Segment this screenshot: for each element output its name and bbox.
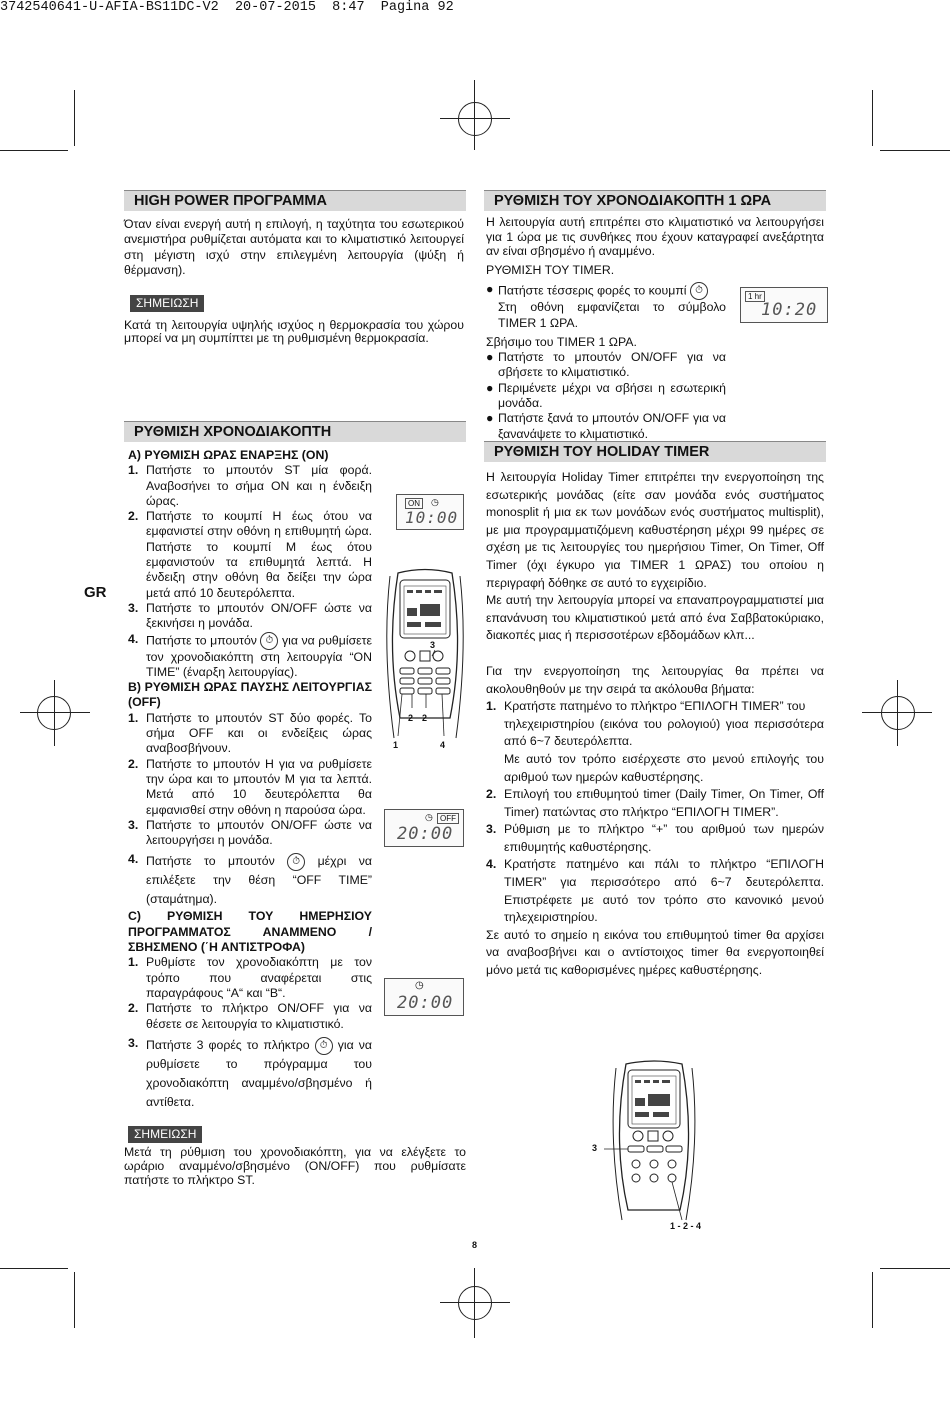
step-b4: Πατήστε το μπουτόν [146, 854, 275, 869]
step-c3: Πατήστε 3 φορές το πλήκτρο [146, 1037, 310, 1052]
section-title-timer-1h: ΡΥΘΜΙΣΗ ΤΟΥ ΧΡΟΝΟΔΙΑΚΟΠΤΗ 1 ΩΡΑ [484, 190, 826, 211]
clock-icon: ◷ [425, 812, 433, 822]
timer-setup-heading: ΡΥΘΜΙΣΗ ΤΟΥ TIMER. [486, 263, 615, 277]
print-header: 3742540641-U-AFIA-BS11DC-V2 20-07-2015 8:47 Pagina 92 [0, 0, 454, 15]
remote-callout-label: 4 [440, 740, 446, 750]
remote-callout-label: 2 [422, 713, 428, 723]
registration-mark [881, 696, 915, 730]
step-b4-cont: μέχρι να επιλέξετε την θέση “OFF TIME” (σταμάτημα). [146, 854, 372, 907]
holiday-step-1: Κρατήστε πατημένο το πλήκτρο “ΕΠΙΛΟΓΗ TIMER” του [504, 699, 806, 714]
registration-mark [458, 102, 492, 136]
clock-icon: ◷ [431, 497, 439, 507]
holiday-step-1c: Με αυτό τον τρόπο εισέρχεστε στο μενού επιλογής του αριθμού των ημερών καθυστέρησης. [504, 751, 824, 784]
remote-callout-label: 3 [592, 1143, 598, 1153]
step-a4: Πατήστε το μπουτόν [146, 632, 257, 647]
lcd-display-onoff: ◷ 20:00 [384, 978, 464, 1016]
remote-callout-label: 3 [430, 640, 436, 650]
holiday-step-3: Ρύθμιση με το πλήκτρο “+” του αριθμού των ημερών επιθυμητής καθυστέρησης. [504, 822, 824, 854]
holiday-para-4: Σε αυτό το σημείο η εικόνα του επιθυμητού timer θα αρχίσει να αναβοσβήνει και ο αντίστοιχος timer θα ενεργοποιηθεί μόνο μετά τις καθορισμένες ημέρες καθυστέρησης. [486, 927, 824, 978]
timer-button-icon: ⏱ [690, 282, 708, 300]
holiday-step-1b: τηλεχειριστηρίου (εικόνα του ρολογιού) γιοα περισσότερα από 6~7 δευτερόλεπτα. [504, 716, 824, 749]
registration-mark [37, 696, 71, 730]
clock-icon: ◷ [415, 980, 424, 991]
note-label: ΣΗΜΕΙΩΣΗ [130, 295, 204, 312]
timer-off-step: Περιμένετε μέχρι να σβήσει η εσωτερική μονάδα. [498, 380, 726, 411]
step-c3-cont: για να ρυθμίσετε το πρόγραμμα του χρονοδιακόπτη αναμμένο/σβησμένο ή αντίθετα. [146, 1037, 373, 1109]
timer-section-a: A) ΡΥΘΜΙΣΗ ΩΡΑΣ ΕΝΑΡΞΗΣ (ON) 1. Πατήστε το μπουτόν ST μία φορά. Αναβοσήνει το σήμα ON και η ένδειξη ώρας. 2. Πατήστε το κουμπί H έως ότου να εμφανιστεί στην οθόνη η επιθυμητή ώρα. Πατήστε το κουμπί M έως ότου εμφανιστούν τα επιθυμητά λεπτά. Η ένδειξη στην οθόνη θα δείξει την ώρα μετά από 10 δευτερόλεπτα. 3. Πατήστε το μπουτόν ON/OFF ώστε να ξεκινήσει η μονάδα. 4. Πατήστε το μπουτόν ⏱ για να ρυθμίσετε τον χρονοδιακόπτη στη λειτουργία “ON TIME” (έναρξη λειτουργίας). B) ΡΥΘΜΙΣΗ ΩΡΑΣ ΠΑΥΣΗΣ ΛΕΙΤΟΥΡΓΙΑΣ (OFF) 1. Πατήστε το μπουτόν ST δύο φορές. Το σήμα OFF και οι ενδείξεις ώρας αναβοσβήνουν. 2. Πατήστε το μπουτόν H για να ρυθμίσετε την ώρα και το μπουτόν M για τα λεπτά. Μετά από 10 δευτερόλεπτα θα εμφανισθεί στην οθόνη η παρούσα ώρα. 3. Πατήστε το μπουτόν ON/OFF ώστε να λειτουργήσει η μονάδα. 4. Πατήστε το μπουτόν ⏱ μέχρι να επιλέξετε την θέση “OFF TIME” (σταμάτημα). C) ΡΥΘΜΙΣΗ ΤΟΥ ΗΜΕΡΗΣΙΟΥ ΠΡΟΓΡΑΜΜΑΤΟΣ ΑΝΑΜΜΕΝΟ / ΣΒΗΣΜΕΝΟ (΄Η ΑΝΤΙΣΤΡΟΦΑ) 1. Ρυθμίστε τον χρονοδιακόπτη με τον τρόπο που αναφέρεται στις παραγράφους “Α“ και “Β“. 2. Πατήστε το πλήκτρο ON/OFF για να θέσετε σε λειτουργία το κλιματιστικό. 3. Πατήστε 3 φορές το πλήκτρο ⏱ για να ρυθμίσετε το πρόγραμμα του χρονοδιακόπτη αναμμένο/σβησμένο ή αντίθετα. [128, 448, 373, 1109]
timer-button-icon: ⏱ [260, 632, 278, 650]
timer-step-1: Πατήστε τέσσερις φορές το κουμπί [498, 283, 687, 298]
holiday-para-3: Για την ενεργοποίηση της λειτουργίας θα πρέπει να ακολουθηθούν με την σειρά τα ακόλουθα βήματα: [486, 663, 824, 696]
page-number: 8 [472, 1240, 478, 1250]
holiday-step-2: Επιλογή του επιθυμητού timer (Daily Timer, On Timer, Off Timer) πατώντας στο πλήκτρο “ΕΠΙΛΟΓΗ TIMER”. [504, 787, 824, 819]
subheading-c: C) ΡΥΘΜΙΣΗ ΤΟΥ ΗΜΕΡΗΣΙΟΥ ΠΡΟΓΡΑΜΜΑΤΟΣ ΑΝΑΜΜΕΝΟ / ΣΒΗΣΜΕΝΟ (΄Η ΑΝΤΙΣΤΡΟΦΑ) [128, 909, 372, 955]
step-a4-cont: για να ρυθμίσετε τον χρονοδιακόπτη στη λειτουργία “ON TIME” (έναρξη λειτουργίας). [146, 632, 372, 679]
note-text: Κατά τη λειτουργία υψηλής ισχύος η θερμοκρασία του χώρου μπορεί να μη συμπίπτει με τη ρυθμισμένη θερμοκρασία. [124, 318, 464, 345]
step-c1: Ρυθμίστε τον χρονοδιακόπτη με τον τρόπο που αναφέρεται στις παραγράφους “Α“ και “Β“. [146, 955, 372, 1000]
holiday-para-1: Η λειτουργία Holiday Timer επιτρέπει την ενεργοποίηση της εσωτερικής μονάδας (είτε σαν μονάδα ενός συστήματος monosplit ή μια εκ των μονάδων ενός συστήματος multisplit), με μια προγραμματιζόμενη καθυστέρηση μέχρι 99 ημέρες σε σχέση με τις λειτουργίες του ημερήσιου Timer, On Timer, Off Timer (όχι έγκυρο για TIMER 1 ΩΡΑΣ) του οποίου η περιγραφή δόθηκε σε αυτό το εγχειρίδιο. [486, 470, 824, 590]
subheading-a: A) ΡΥΘΜΙΣΗ ΩΡΑΣ ΕΝΑΡΞΗΣ (ON) [128, 448, 329, 462]
step-b2: Πατήστε το μπουτόν H για να ρυθμίσετε την ώρα και το μπουτόν M για τα λεπτά. Μετά από 10 δευτερόλεπτα θα εμφανισθεί στην οθόνη η παρούσα ώρα. [146, 756, 372, 817]
lcd-display-on: ON ◷ 10:00 [396, 494, 464, 530]
remote-callout-label: 2 [408, 713, 414, 723]
language-tab: GR [84, 584, 107, 601]
timer-off-step: Πατήστε το μπουτόν ON/OFF για να σβήσετε το κλιματιστικό. [498, 350, 726, 380]
timer-off-heading: Σβήσιμο του TIMER 1 ΩΡΑ. [486, 334, 637, 349]
holiday-para-2: Με αυτή την λειτουργία μπορεί να επαναπρογραμματιστεί μια επανάνυση του κλιματιστικού μετά από ένα Σαββατοκύριακο, διακοπές μιας ή περισσοτέρων εβδομάδων κλπ... [486, 593, 824, 643]
timer-button-icon: ⏱ [287, 853, 305, 871]
lcd-display-1hr: 1 hr 10:20 [740, 287, 828, 323]
remote-control-image [604, 1060, 704, 1226]
step-a3: Πατήστε το μπουτόν ON/OFF ώστε να ξεκινήσει η μονάδα. [146, 600, 372, 631]
remote-callout-label: 1 - 2 - 4 [670, 1221, 702, 1231]
timer-step-1b: Στη οθόνη εμφανίζεται το σύμβολο TIMER 1 ΩΡΑ. [498, 300, 726, 330]
holiday-step-4: Κρατήστε πατημένο και πάλι το πλήκτρο “ΕΠΙΛΟΓΗ TIMER” για περισσότερο από 6~7 δευτερόλεπτα. Επιστρέφετε με αυτό τον τρόπο στο κανονικό μενού τηλεχειριστηρίου. [504, 857, 824, 925]
timer-1h-steps: ΡΥΘΜΙΣΗ ΤΟΥ TIMER. ● Πατήστε τέσσερις φορές το κουμπί ⏱ Στη οθόνη εμφανίζεται το σύμβολο TIMER 1 ΩΡΑ. Σβήσιμο του TIMER 1 ΩΡΑ. ● Πατήστε το μπουτόν ON/OFF για να σβήσετε το κλιματιστικό. ● Περιμένετε μέχρι να σβήσει η εσωτερική μονάδα. ● Πατήστε ξανά το μπουτόν ON/OFF για να ξανανάψετε το κλιματιστικό. [486, 263, 726, 441]
step-a2: Πατήστε το κουμπί H έως ότου να εμφανιστεί στην οθόνη η επιθυμητή ώρα. Πατήστε το κουμπί M έως ότου εμφανιστούν τα επιθυμητά λεπτά. Η ένδειξη στην οθόνη θα δείξει την ώρα μετά από 10 δευτερόλεπτα. [146, 509, 372, 600]
high-power-text: Όταν είναι ενεργή αυτή η επιλογή, η ταχύτητα του εσωτερικού ανεμιστήρα ρυθμίζεται αυτόματα και το κλιματιστικό λειτουργεί στη μέγιστη ισχύ στην επιλεγμένη λειτουργία (ψύξη ή θέρμανση). [124, 217, 464, 277]
note-text: Μετά τη ρύθμιση του χρονοδιακόπτη, για να ελέγξετε το ωράριο αναμμένο/σβησμένο (ON/OFF) που ρυθμίσατε πατήστε το πλήκτρο ST. [124, 1145, 466, 1187]
step-b3: Πατήστε το μπουτόν ON/OFF ώστε να λειτουργήσει η μονάδα. [146, 817, 372, 848]
note-label: ΣΗΜΕΙΩΣΗ [128, 1126, 202, 1143]
section-title-holiday-timer: ΡΥΘΜΙΣΗ ΤΟΥ HOLIDAY TIMER [484, 441, 826, 462]
timer-button-icon: ⏱ [315, 1037, 333, 1055]
remote-callout-label: 1 [393, 740, 399, 750]
section-title-timer: ΡΥΘΜΙΣΗ ΧΡΟΝΟΔΙΑΚΟΠΤΗ [124, 421, 466, 442]
lcd-display-off: ◷ OFF 20:00 [384, 809, 464, 847]
timer-off-step: Πατήστε ξανά το μπουτόν ON/OFF για να ξανανάψετε το κλιματιστικό. [498, 411, 726, 441]
step-b1: Πατήστε το μπουτόν ST δύο φορές. Το σήμα OFF και οι ενδείξεις ώρας αναβοσβήνουν. [146, 710, 372, 756]
subheading-b: B) ΡΥΘΜΙΣΗ ΩΡΑΣ ΠΑΥΣΗΣ ΛΕΙΤΟΥΡΓΙΑΣ (OFF) [128, 680, 372, 710]
remote-control-image [380, 568, 470, 758]
registration-mark [458, 1286, 492, 1320]
timer-1h-text: Η λειτουργία αυτή επιτρέπει στο κλιματιστικό να λειτουργήσει για 1 ώρα με τις συνθήκες που έχουν καταγραφεί ανεξάρτητα αν είναι σβησμένο ή αναμμένο. [486, 215, 824, 258]
holiday-timer-text: Η λειτουργία Holiday Timer επιτρέπει την ενεργοποίηση της εσωτερικής μονάδας (είτε σαν μονάδα ενός συστήματος monosplit ή μια εκ των μονάδων ενός συστήματος multisplit), με μια προγραμματιζόμενη καθυστέρηση μέχρι 99 ημέρες σε σχέση με τις λειτουργίες του ημερήσιου Timer, On Timer, Off Timer (όχι έγκυρο για TIMER 1 ΩΡΑΣ) του οποίου η περιγραφή δόθηκε σε αυτό το εγχειρίδιο. Με αυτή την λειτουργία μπορεί να επαναπρογραμματιστεί μια επανάνυση του κλιματιστικού μετά από ένα Σαββατοκύριακο, διακοπές μιας ή περισσοτέρων εβδομάδων κλπ... Για την ενεργοποίηση της λειτουργίας θα πρέπει να ακολουθηθούν με την σειρά τα ακόλουθα βήματα: 1. Κρατήστε πατημένο το πλήκτρο “ΕΠΙΛΟΓΗ TIMER” του τηλεχειριστηρίου (εικόνα του ρολογιού) γιοα περισσότερα από 6~7 δευτερόλεπτα. Με αυτό τον τρόπο εισέρχεστε στο μενού επιλογής του αριθμού των ημερών καθυστέρησης. 2. Επιλογή του επιθυμητού timer (Daily Timer, On Timer, Off Timer) πατώντας στο πλήκτρο “ΕΠΙΛΟΓΗ TIMER”. 3. Ρύθμιση με το πλήκτρο “+” του αριθμού των ημερών επιθυμητής καθυστέρησης. 4. Κρατήστε πατημένο και πάλι το πλήκτρο “ΕΠΙΛΟΓΗ TIMER” για περισσότερο από 6~7 δευτερόλεπτα. Επιστρέφετε με αυτό τον τρόπο στο κανονικό μενού τηλεχειριστηρίου. Σε αυτό το σημείο η εικόνα του επιθυμητού timer θα αρχίσει να αναβοσβήνει και ο αντίστοιχος timer θα ενεργοποιηθεί μόνο μετά τις καθορισμένες ημέρες καθυστέρησης. [486, 469, 824, 980]
step-a1: Πατήστε το μπουτόν ST μία φορά. Αναβοσήνει το σήμα ON και η ένδειξη ώρας. [146, 463, 372, 508]
section-title-high-power: HIGH POWER ΠΡΟΓΡΑΜΜΑ [124, 190, 466, 211]
step-c2: Πατήστε το πλήκτρο ON/OFF για να θέσετε σε λειτουργία το κλιματιστικό. [146, 1001, 372, 1031]
